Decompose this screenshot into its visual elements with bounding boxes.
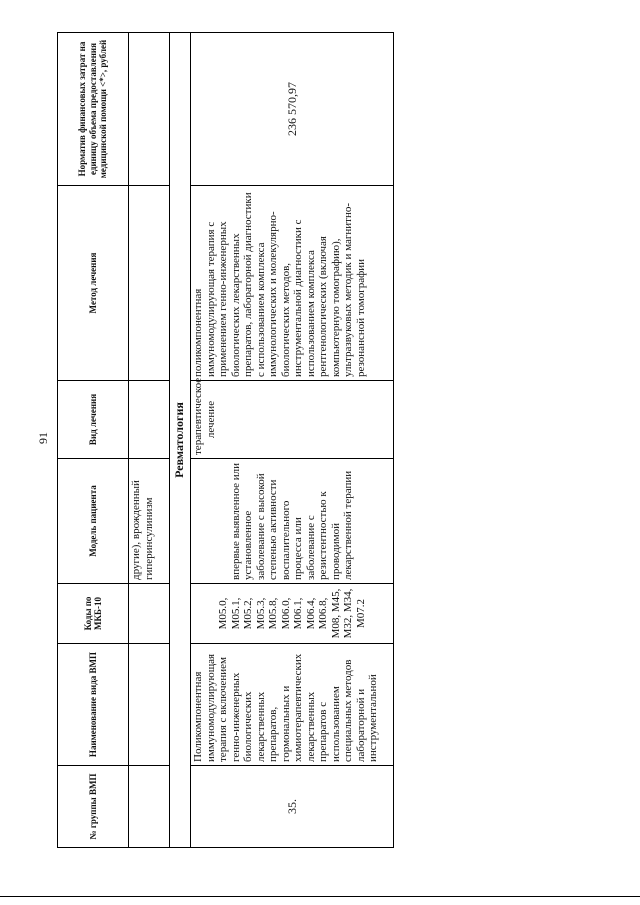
row-treatment-method: поликомпонентная иммуномодулирующая терапия с применением генно-инженерных биологических лекарственных препаратов, лабораторной диагностики с использованием комплекса иммунологических и молекулярно-биологических методов, инструментальной диагностики с использованием комплекса рентгенологических (включая компьютерную томографию), ультразвуковых методик и магнитно-резонансной томографии — [191, 186, 394, 381]
row-group-no: 35. — [191, 766, 394, 848]
row-icd-codes: M05.0, M05.1, M05.2, M05.3, M05.8, M06.0, M06.1, M06.4, M06.8, M08, M45, M32, M34, M07.2 — [191, 584, 394, 644]
row-vmp-name: Поликомпонентная иммуномодулирующая терапия с включением генно-инженерных биологических лекарственных препаратов, гормональных и химиотерапевтических лекарственных препаратов с использованием специальных методов лабораторной и инструментальной — [191, 644, 394, 766]
header-treatment-method: Метод лечения — [58, 186, 129, 381]
header-vmp-name: Наименование вида ВМП — [58, 644, 129, 766]
cont-icd-codes — [129, 584, 170, 644]
header-cost-norm: Норматив финансовых затрат на единицу объема предоставления медицинской помощи <*>, рублей — [58, 33, 129, 186]
cont-vmp-name — [129, 644, 170, 766]
cont-patient-model: другие), врожденный гиперинсулинизм — [129, 459, 170, 584]
page-number: 91 — [36, 432, 50, 444]
header-group-no: № группы ВМП — [58, 766, 129, 848]
bottom-rule — [0, 896, 640, 897]
section-title: Ревматология — [170, 33, 191, 848]
section-row — [170, 33, 191, 848]
continuation-row — [129, 33, 170, 848]
header-row — [58, 33, 129, 848]
header-treatment-type: Вид лечения — [58, 381, 129, 459]
cont-treatment-method — [129, 186, 170, 381]
header-patient-model: Модель пациента — [58, 459, 129, 584]
row-patient-model: впервые выявленное или установленное заболевание с высокой степенью активности воспалительного процесса или заболевание с резистентностью к проводимой лекарственной терапии — [191, 459, 394, 584]
cont-cost-norm — [129, 33, 170, 186]
vmp-table-page — [57, 33, 401, 848]
cont-treatment-type — [129, 381, 170, 459]
header-icd-codes: Коды по МКБ-10 — [58, 584, 129, 644]
table-row — [191, 33, 394, 848]
vmp-table — [57, 32, 394, 848]
row-cost-norm: 236 570,97 — [191, 33, 394, 186]
row-treatment-type: терапевтическое лечение — [191, 381, 394, 459]
cont-group-no — [129, 766, 170, 848]
